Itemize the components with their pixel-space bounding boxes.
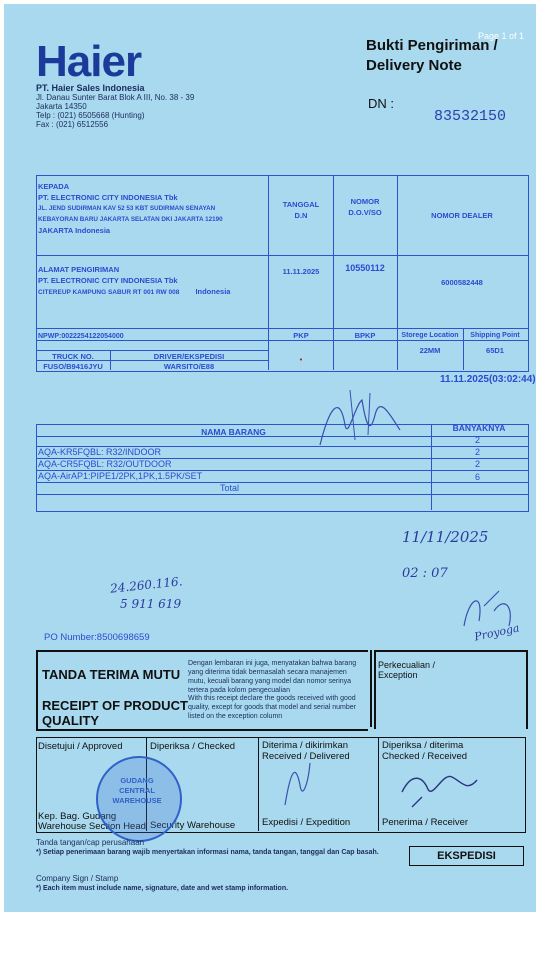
- divider: [258, 737, 259, 831]
- items-header-name: NAMA BARANG: [201, 427, 266, 437]
- divider: [378, 737, 379, 831]
- pkp-value: •: [299, 355, 303, 364]
- company-name: PT. Haier Sales Indonesia: [36, 83, 145, 93]
- dealer-value: 6000582448: [441, 278, 483, 287]
- receiver-label: Penerima / Receiver: [382, 817, 469, 828]
- handwritten-note-2: 5 911 619: [120, 597, 182, 611]
- ship-name: PT. ELECTRONIC CITY INDONESIA Tbk: [38, 276, 178, 285]
- handwritten-signature: [300, 385, 410, 455]
- divider: [36, 482, 528, 483]
- address-line-1: Jl. Danau Sunter Barat Blok A III, No. 38 - 39: [36, 93, 195, 102]
- ship-country: Indonesia: [195, 287, 231, 296]
- bpkp-label: BPKP: [354, 331, 376, 340]
- security-label: Security Warehouse: [150, 820, 236, 831]
- divider: [36, 494, 528, 495]
- nomor-header: [333, 196, 397, 218]
- items-header-qty: BANYAKNYA: [452, 423, 506, 433]
- storage-label: Storege Location: [401, 332, 459, 339]
- receipt-title-en-1: RECEIPT OF PRODUCT: [42, 698, 188, 713]
- storage-value: 22MM: [419, 346, 441, 355]
- receipt-bracket: [364, 650, 372, 727]
- expedition-label: Expedisi / Expedition: [262, 817, 351, 828]
- handwritten-note-1: 24.260.116.: [109, 574, 184, 596]
- receipt-title-en-2: QUALITY: [42, 713, 100, 728]
- kepada-label: KEPADA: [38, 182, 70, 191]
- recipient-address-2: KEBAYORAN BARU JAKARTA SELATAN DKI JAKARTA 12190: [38, 216, 223, 223]
- receipt-title-en: [42, 698, 188, 728]
- shipping-label: Shipping Point: [470, 332, 520, 339]
- company-stamp-en: Company Sign / Stamp: [36, 874, 119, 883]
- company-stamp-id: Tanda tangan/cap perusahaan: [36, 838, 145, 847]
- recipient-address-1: JL. JEND SUDIRMAN KAV 52 53 KBT SUDIRMAN SENAYAN: [38, 205, 216, 212]
- truck-label: TRUCK NO.: [52, 352, 94, 361]
- divider: [36, 255, 528, 256]
- po-number: PO Number:8500698659: [44, 632, 150, 643]
- item-row-3-qty: 2: [475, 459, 481, 469]
- footer-note-id: *) Setiap penerimaan barang wajib menyertakan informasi nama, tanda tangan, tanggal dan Cap basah.: [36, 849, 379, 856]
- npwp: NPWP:0022254122054000: [38, 333, 124, 340]
- footer-note-en: *) Each item must include name, signature, date and wet stamp information.: [36, 885, 289, 892]
- dn-number: 83532150: [434, 108, 507, 125]
- item-row-3-name: AQA-AirAP1:PIPE1/2PK,1PK,1.5PK/SET: [38, 471, 203, 481]
- handwritten-time: 02 : 07: [402, 566, 448, 581]
- warehouse-head-label: Kep. Bag. Gudang Warehouse Section Head: [38, 811, 146, 832]
- shipping-value: 65D1: [486, 346, 504, 355]
- item-row-1-qty: 2: [475, 435, 481, 445]
- ship-address: CITEREUP KAMPUNG SABUR RT 001 RW 008: [38, 289, 180, 296]
- stamp-text: [96, 776, 178, 806]
- tanggal-label: TANGGAL: [282, 200, 320, 209]
- address-line-2: Jakarta 14350: [36, 102, 87, 111]
- handwritten-name: Proyoga: [473, 621, 521, 644]
- stamp-line-2: CENTRAL: [119, 786, 155, 795]
- item-row-1-name: AQA-KR5FQBL: R32/INDOOR: [38, 447, 162, 457]
- title-line-1: Bukti Pengiriman /: [366, 37, 498, 54]
- handwritten-initials: [454, 586, 524, 636]
- nomor-value: 10550112: [345, 263, 385, 273]
- item-row-2-qty: 2: [475, 447, 481, 457]
- haier-logo: Haier: [36, 37, 142, 86]
- stamp-line-1: GUDANG: [120, 776, 154, 785]
- shipping-address-block: [38, 264, 266, 298]
- nomor-sub: D.O.V/SO: [348, 208, 382, 217]
- footer-en-block: [36, 874, 396, 894]
- telp: Telp : (021) 6505668 (Hunting): [36, 111, 145, 120]
- title-line-2: Delivery Note: [366, 57, 462, 74]
- recipient-city: JAKARTA Indonesia: [38, 226, 111, 235]
- tanggal-value: 11.11.2025: [282, 267, 320, 276]
- tanggal-header: [268, 199, 334, 221]
- item-row-2-name: AQA-CR5FQBL: R32/OUTDOOR: [38, 459, 172, 469]
- items-total-label: Total: [220, 483, 240, 493]
- receipt-text-en: With this receipt declare the goods received with good quality, except for goods that model and serial number listed on the exception column: [188, 695, 356, 720]
- checked-label: Diperiksa / Checked: [150, 741, 236, 752]
- dealer-header: NOMOR DEALER: [431, 211, 493, 220]
- footer-id-block: [36, 838, 396, 858]
- truck-value: FUSO/B9416JYU: [43, 362, 103, 371]
- recipient-name: PT. ELECTRONIC CITY INDONESIA Tbk: [38, 193, 178, 202]
- print-timestamp: 11.11.2025(03:02:44): [440, 374, 536, 385]
- dn-label: DN :: [368, 96, 394, 111]
- handwritten-date: 11/11/2025: [402, 528, 489, 546]
- exception-label: Perkecualian / Exception: [378, 660, 436, 680]
- received-label: Diterima / dikirimkan Received / Delivered: [262, 740, 350, 762]
- driver-value: WARSITO/E88: [163, 362, 215, 371]
- fax: Fax : (021) 6512556: [36, 120, 109, 129]
- received-signature: [270, 755, 330, 810]
- checked-received-label: Diperiksa / diterima Checked / Received: [382, 740, 468, 762]
- stamp-line-3: WAREHOUSE: [112, 796, 162, 805]
- pkp-label: PKP: [293, 331, 309, 340]
- approved-label: Disetujui / Approved: [38, 741, 123, 752]
- items-total-value: 6: [475, 472, 481, 482]
- driver-label: DRIVER/EKSPEDISI: [153, 352, 225, 361]
- receipt-title-id: TANDA TERIMA MUTU: [42, 667, 181, 682]
- tanggal-sub: D.N: [294, 211, 308, 220]
- alamat-label: ALAMAT PENGIRIMAN: [38, 265, 120, 274]
- company-address-block: [36, 84, 194, 129]
- ekspedisi-box: EKSPEDISI: [409, 846, 524, 866]
- recipient-block: [38, 181, 266, 236]
- receipt-text-id: Dengan lembaran ini juga, menyatakan bahwa barang yang diterima tidak bermasalah secara manajemen mutu, kecuali barang yang model dan nomor serinya tertera pada kolom pengecualian: [188, 660, 357, 694]
- document-title: [366, 36, 498, 76]
- divider: [36, 328, 528, 329]
- page-indicator: Page 1 of 1: [478, 31, 525, 41]
- receiver-signature: [392, 762, 482, 812]
- nomor-label: NOMOR: [350, 197, 380, 206]
